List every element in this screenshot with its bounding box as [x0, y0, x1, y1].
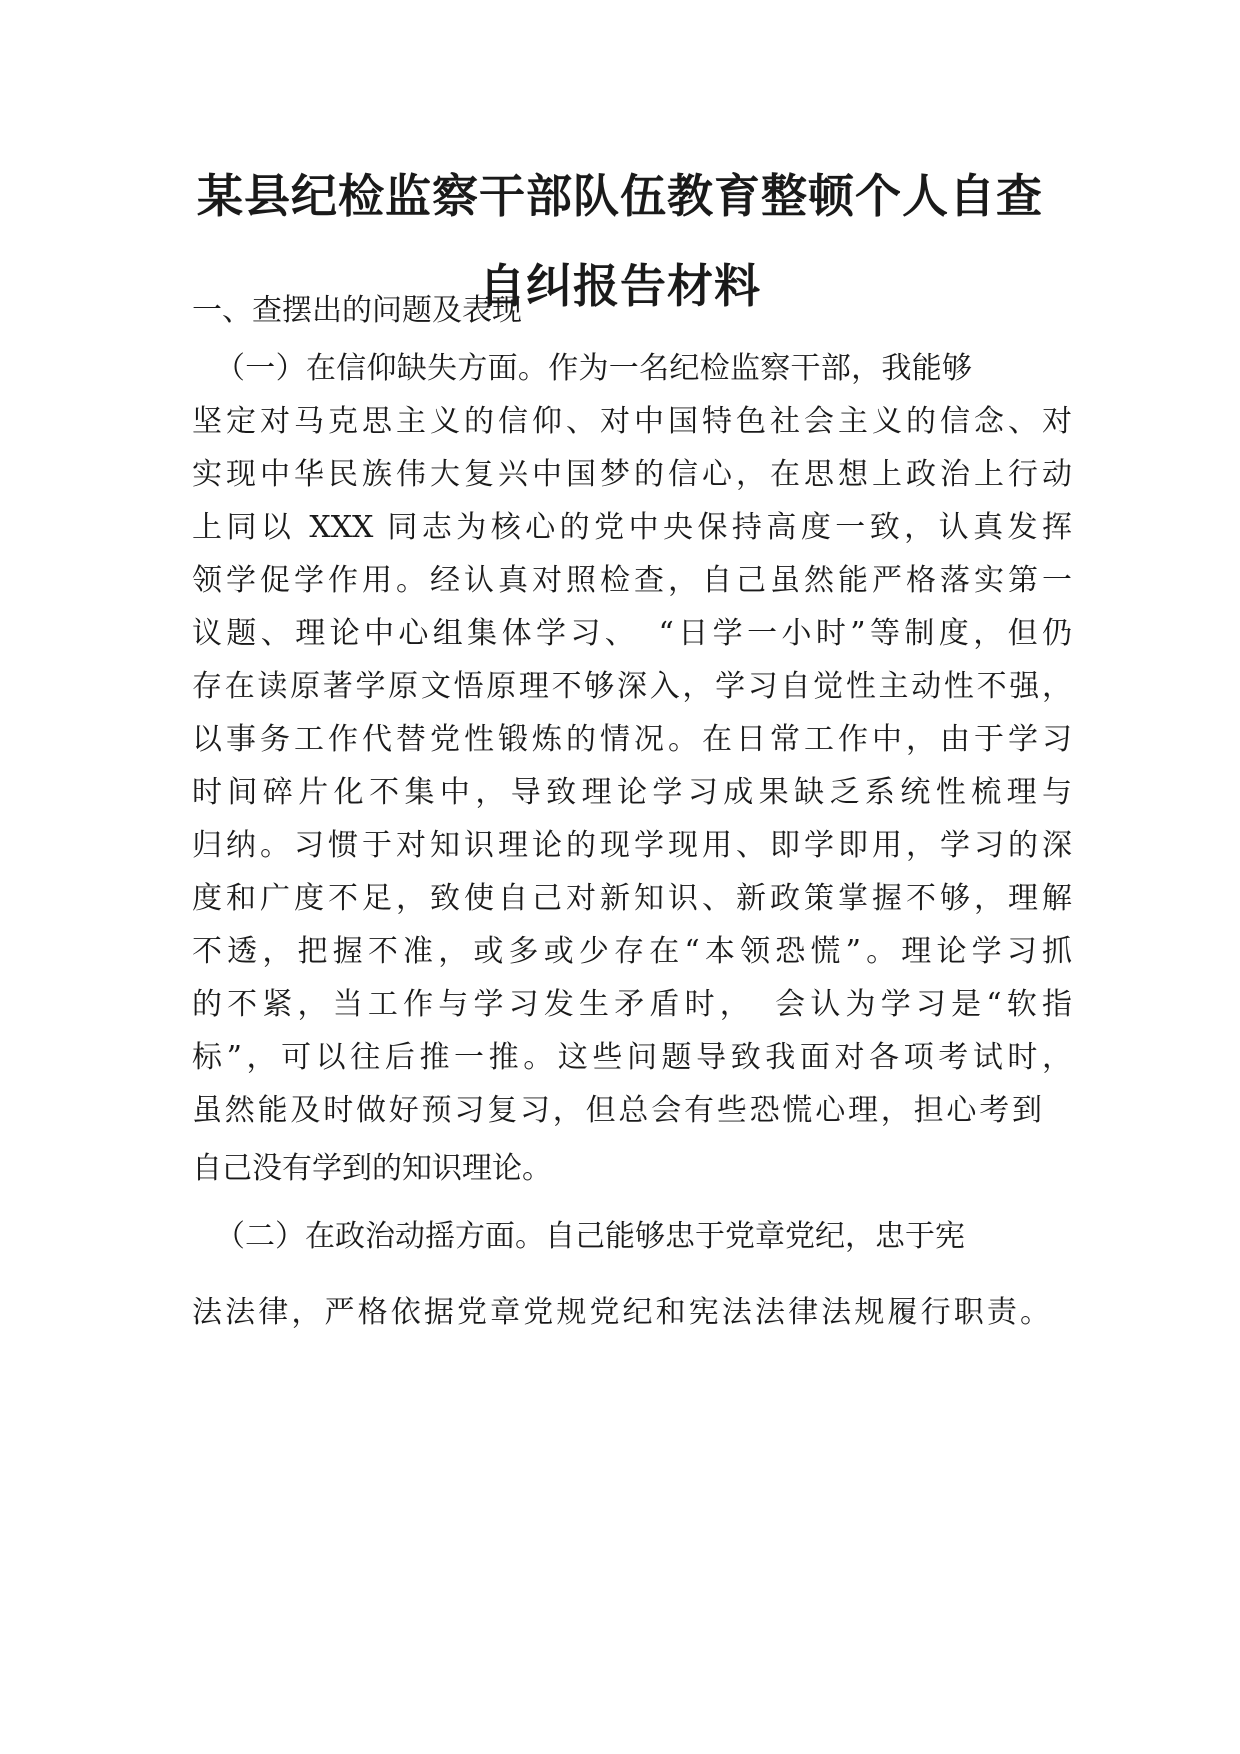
document-title-line-2: 自纠报告材料	[479, 259, 761, 313]
paragraph-line: 标”，可以往后推一推。这些问题导致我面对各项考试时，	[192, 1040, 1072, 1075]
paragraph-line: （一）在信仰缺失方面。作为一名纪检监察干部，我能够	[215, 351, 972, 386]
paragraph-line: 坚定对马克思主义的信仰、对中国特色社会主义的信念、对	[192, 404, 1072, 439]
paragraph-line: 的不紧，当工作与学习发生矛盾时， 会认为学习是“软指	[192, 987, 1072, 1022]
paragraph-line: （二）在政治动摇方面。自己能够忠于党章党纪，忠于宪	[215, 1219, 965, 1254]
paragraph-line: 时间碎片化不集中，导致理论学习成果缺乏系统性梳理与	[192, 775, 1072, 810]
paragraph-line: 实现中华民族伟大复兴中国梦的信心，在思想上政治上行动	[192, 457, 1072, 492]
paragraph-line: 存在读原著学原文悟原理不够深入，学习自觉性主动性不强，	[192, 669, 1072, 704]
paragraph-line: 议题、理论中心组集体学习、 “日学一小时”等制度，但仍	[192, 616, 1072, 651]
paragraph-line: 领学促学作用。经认真对照检查，自己虽然能严格落实第一	[192, 563, 1072, 598]
paragraph-line: 以事务工作代替党性锻炼的情况。在日常工作中，由于学习	[192, 722, 1072, 757]
paragraph-line: 不透，把握不准，或多或少存在“本领恐慌”。理论学习抓	[192, 934, 1072, 969]
paragraph-line: 法法律，严格依据党章党规党纪和宪法法律法规履行职责。	[192, 1295, 1050, 1330]
paragraph-line: 度和广度不足，致使自己对新知识、新政策掌握不够，理解	[192, 881, 1072, 916]
paragraph-line: 归纳。习惯于对知识理论的现学现用、即学即用，学习的深	[192, 828, 1072, 863]
document-title-line-1: 某县纪检监察干部队伍教育整顿个人自查	[197, 169, 1043, 223]
section-heading: 一、查摆出的问题及表现	[192, 293, 522, 328]
paragraph-line: 虽然能及时做好预习复习，但总会有些恐慌心理，担心考到	[192, 1093, 1042, 1128]
paragraph-line: 上同以 XXX 同志为核心的党中央保持高度一致，认真发挥	[192, 510, 1072, 545]
paragraph-line: 自己没有学到的知识理论。	[192, 1151, 552, 1186]
